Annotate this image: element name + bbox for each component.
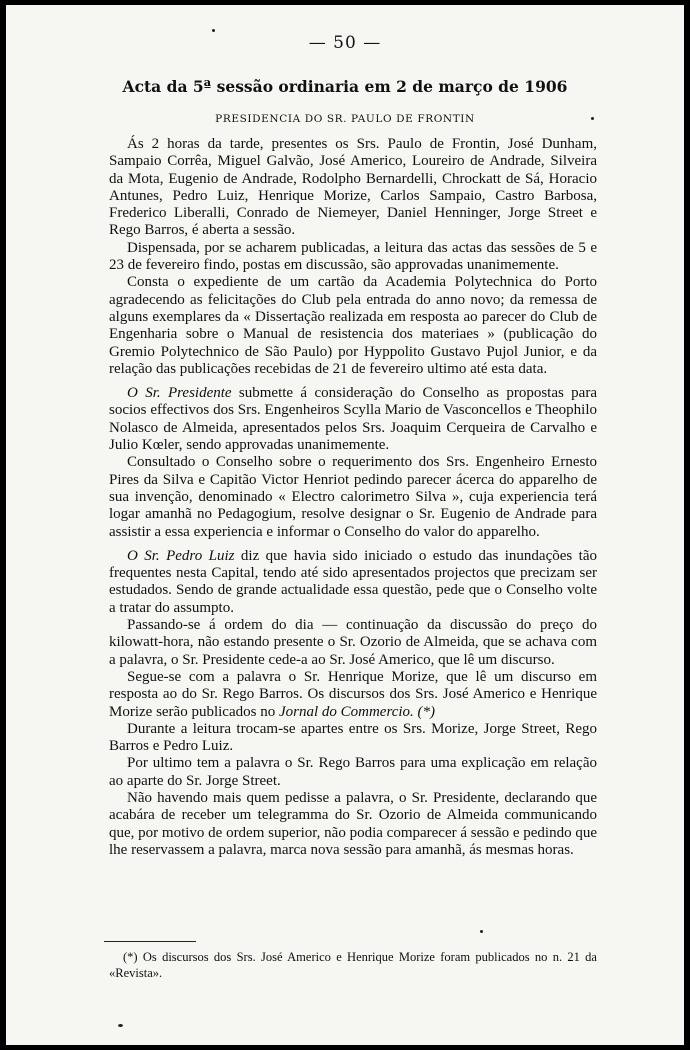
print-speck [480,930,483,933]
speaker-name: O Sr. Presidente [127,385,232,402]
paragraph-text: submette á consideração do Conselho as propostas para socios effectivos dos Srs. Engenheiros Scylla Mario de Vasconcellos e Theophilo Nolasco de Almeida, apresentados pelos Srs. Joaquim Cerqueira de Carvalho e Julio Kœler, sendo approvadas unanimemente. [109,385,597,454]
paragraph-correspondence: Consta o expediente de um cartão da Academia Polytechnica do Porto agradecendo as felicitações do Club pela entrada do anno novo; da remessa de alguns exemplares da « Dissertação realizada em resposta ao parecer do Club de Engenharia sobre o Manual de resistencia dos materiaes » (publicação do Gremio Polytechnico de São Paulo) por Hyppolito Gustavo Pujol Junior, e da relação das publicações recebidas de 21 de fevereiro ultimo até esta data. [109,274,597,377]
print-speck [591,117,594,120]
page-number: — 50 — [308,33,382,53]
paragraph-pedro-luiz [109,548,597,617]
paragraph-rego-barros: Por ultimo tem a palavra o Sr. Rego Barros para uma explicação em relação ao aparte do Sr. Jorge Street. [109,755,597,789]
print-speck [118,1024,123,1027]
paragraph-closing: Não havendo mais quem pedisse a palavra, o Sr. Presidente, declarando que acabára de receber um telegramma do Sr. Ozorio de Almeida communicando que, por motivo de ordem superior, não podia comparecer á sessão e pedindo que lhe reservassem a palavra, marca nova sessão para amanhã, ás mesmas horas. [109,789,597,858]
paragraph-minutes-approval: Dispensada, por se acharem publicadas, a leitura das actas das sessões de 5 e 23 de fevereiro findo, postas em discussão, são approvadas unanimemente. [109,239,597,274]
paragraph-morize-speech [109,669,597,721]
footnote-rule [104,941,196,942]
document-page [6,5,684,1045]
newspaper-name: Jornal do Commercio. (*) [278,703,436,720]
paragraph-text: diz que havia sido iniciado o estudo das inundações tão frequentes nesta Capital, tendo até sido apresentados projectos que precizam ser estudados. Sendo de grande actualidade essa questão, pede que o Conselho volte a tratar do assumpto. [109,547,597,616]
paragraph-text: Segue-se com a palavra o Sr. Henrique Morize, que lê um discurso em resposta ao do Sr. Rego Barros. Os discursos dos Srs. José Americo e Henrique Morize serão publicados no [109,668,597,720]
page-title: Acta da 5ª sessão ordinaria em 2 de março de 1906 [122,77,568,96]
paragraph-opening: Ás 2 horas da tarde, presentes os Srs. Paulo de Frontin, José Dunham, Sampaio Corrêa, Miguel Galvão, José Americo, Loureiro de Andrade, Silveira da Mota, Eugenio de Andrade, Rodolpho Bernardelli, Chrockatt de Sá, Horacio Antunes, Pedro Luiz, Henrique Morize, Carlos Sampaio, Castro Barbosa, Frederico Liberalli, Conrado de Niemeyer, Daniel Henninger, Jorge Street e Rego Barros, é aberta a sessão. [109,136,597,239]
speaker-name: O Sr. Pedro Luiz [127,547,235,564]
paragraph-asides: Durante a leitura trocam-se apartes entre os Srs. Morize, Jorge Street, Rego Barros e Pedro Luiz. [109,720,597,755]
print-speck [212,29,215,32]
footnote: (*) Os discursos dos Srs. José Americo e Henrique Morize foram publicados no n. 21 da «Revista». [109,950,597,980]
minutes-body [109,136,597,859]
paragraph-president-proposals [109,385,597,454]
paragraph-order-of-day: Passando-se á ordem do dia — continuação da discussão do preço do kilowatt-hora, não estando presente o Sr. Ozorio de Almeida, que se achava com a palavra, o Sr. Presidente cede-a ao Sr. José Americo, que lê um discurso. [109,617,597,668]
presidency-subtitle: PRESIDENCIA DO SR. PAULO DE FRONTIN [215,113,475,125]
paragraph-electro-calorimetro: Consultado o Conselho sobre o requerimento dos Srs. Engenheiro Ernesto Pires da Silva e Capitão Victor Henriot pedindo parecer ácerca do apparelho de sua invenção, denominado « Electro calorimetro Silva », cuja experiencia terá logar amanhã no Pedagogium, resolve designar o Sr. Eugenio de Andrade para assistir a essa experiencia e informar o Conselho do valor do apparelho. [109,454,597,540]
